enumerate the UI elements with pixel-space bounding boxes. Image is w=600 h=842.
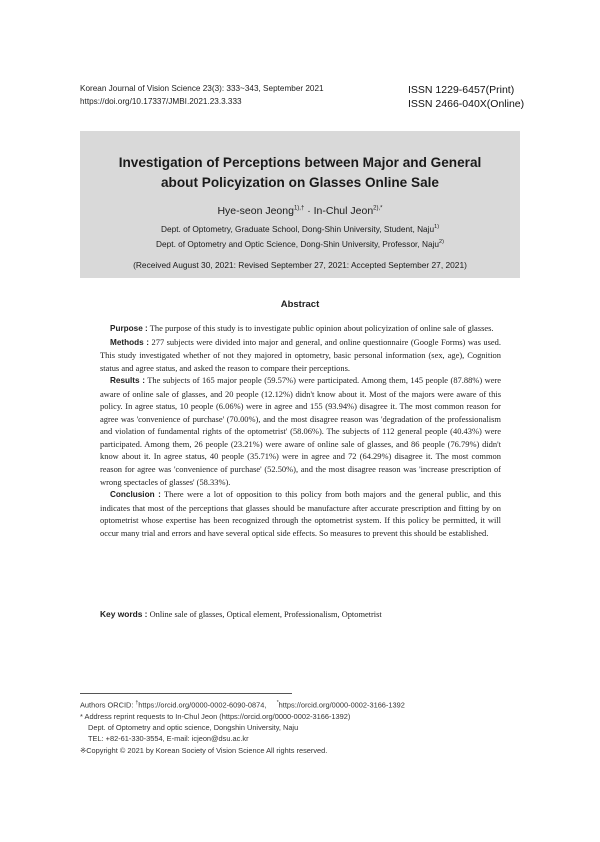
orcid-mark: * [276,700,279,706]
abstract-results [100,374,501,488]
results-label: Results : [110,376,145,386]
orcid-mark: † [135,700,139,706]
author-name: In-Chul Jeon [313,205,374,217]
keywords-label: Key words : [100,609,148,619]
issn-online: ISSN 2466-040X(Online) [408,98,525,110]
results-text: The subjects of 165 major people (59.57%) were participated. Among them, 145 people (87.88%) were aware of online sale of glasses, and 20 people (12.12%) didn't know about it. Most of the majors were aware of this policy. In agree status, 10 people (6.06%) were in agree and 155 (93.94%) disagree it. The most common reason for agree was 'convenience of purchase' (70.00%), and the most disagree reason was 'degradation of the professionalism and violation of fundamental rights of the optometrist' (58.06%). The subjects of 112 general people (40.43%) were participated. Among them, 26 people (23.21%) were aware of online sale of glasses, and 86 people (76.79%) didn't know about it. In agree status, 40 people (35.71%) were in agree and 72 (64.29%) disagree it. The most common reason for agree was 'convenience of purchase' (52.50%), and the most disagree reason was 'increase prescription of wrong spectacles of glasses' (58.33%). [100,375,502,487]
journal-citation: Korean Journal of Vision Science 23(3): 333~343, September 2021 [80,84,324,93]
keywords-value: Online sale of glasses, Optical element, Professionalism, Optometrist [147,610,382,619]
affiliation-text: Dept. of Optometry, Graduate School, Dong-Shin University, Student, Naju [160,224,435,234]
contact-info: TEL: +82-61-330-3554, E-mail: icjeon@dsu.ac.kr [88,734,249,744]
methods-label: Methods : [110,337,150,347]
title-line-2: about Policyization on Glasses Online Sale [161,175,439,190]
affiliation-1 [80,224,520,234]
conclusion-label: Conclusion : [110,490,161,500]
title-line-1: Investigation of Perceptions between Major and General [118,155,482,170]
affiliation-mark: 2) [439,239,444,246]
footnote-divider [80,693,292,694]
purpose-label: Purpose : [110,324,148,333]
received-dates: (Received August 30, 2021: Revised September 27, 2021: Accepted September 27, 2021) [133,260,467,270]
affiliation-2 [80,239,520,249]
abstract-conclusion [100,488,501,539]
author-affiliation-mark: 2),* [373,205,383,212]
journal-header [80,82,324,108]
orcid-line [80,698,405,711]
author-name: Hye-seon Jeong [217,205,294,217]
reprint-request: * Address reprint requests to In-Chul Jeon (https://orcid.org/0000-0002-3166-1392) [80,711,351,721]
abstract-body [100,322,501,539]
footnotes [80,698,405,756]
issn-block [408,83,524,111]
issn-print: ISSN 1229-6457(Print) [408,84,515,96]
author-list [80,205,520,217]
orcid-link[interactable]: https://orcid.org/0000-0002-6090-0874, [138,700,267,710]
author-affiliation-mark: 1),† [293,205,305,212]
corresponding-dept: Dept. of Optometry and optic science, Dongshin University, Naju [88,723,299,733]
affiliation-text: Dept. of Optometry and Optic Science, Dong-Shin University, Professor, Naju [156,239,440,249]
methods-text: 277 subjects were divided into major and general, and online questionnaire (Google Forms) was used. This study investigated whether of not they majored in optometry, basic personal information (sex, age), Cognition status and agree status, and asked the reason to compare their perceptions. [100,336,501,373]
author-separator: · [304,205,314,217]
doi-link[interactable]: https://doi.org/10.17337/JMBI.2021.23.3.333 [80,97,242,106]
orcid-label: Authors ORCID: [80,700,136,710]
conclusion-text: There were a lot of opposition to this policy from both majors and the general public, and this indicates that most of the perceptions that glasses should be manufacture after accurate prescription and fitting by on optometrist whose expertise has been recognized through the optometrist system. If this policy be permitted, it will occur many trial and errors and have several optical side effects. So measures to prevent this should be established. [100,489,501,538]
abstract-methods [100,336,501,375]
affiliation-mark: 1) [434,224,440,231]
keywords [100,609,382,619]
abstract-purpose [100,322,501,336]
abstract-heading: Abstract [280,299,320,310]
title-box [80,131,520,278]
orcid-link[interactable]: https://orcid.org/0000-0002-3166-1392 [278,700,405,710]
purpose-text: The purpose of this study is to investigate public opinion about policyization of online sale of glasses. [147,323,494,333]
copyright-notice: ※Copyright © 2021 by Korean Society of Vision Science All rights reserved. [80,745,328,755]
paper-title [80,153,520,193]
